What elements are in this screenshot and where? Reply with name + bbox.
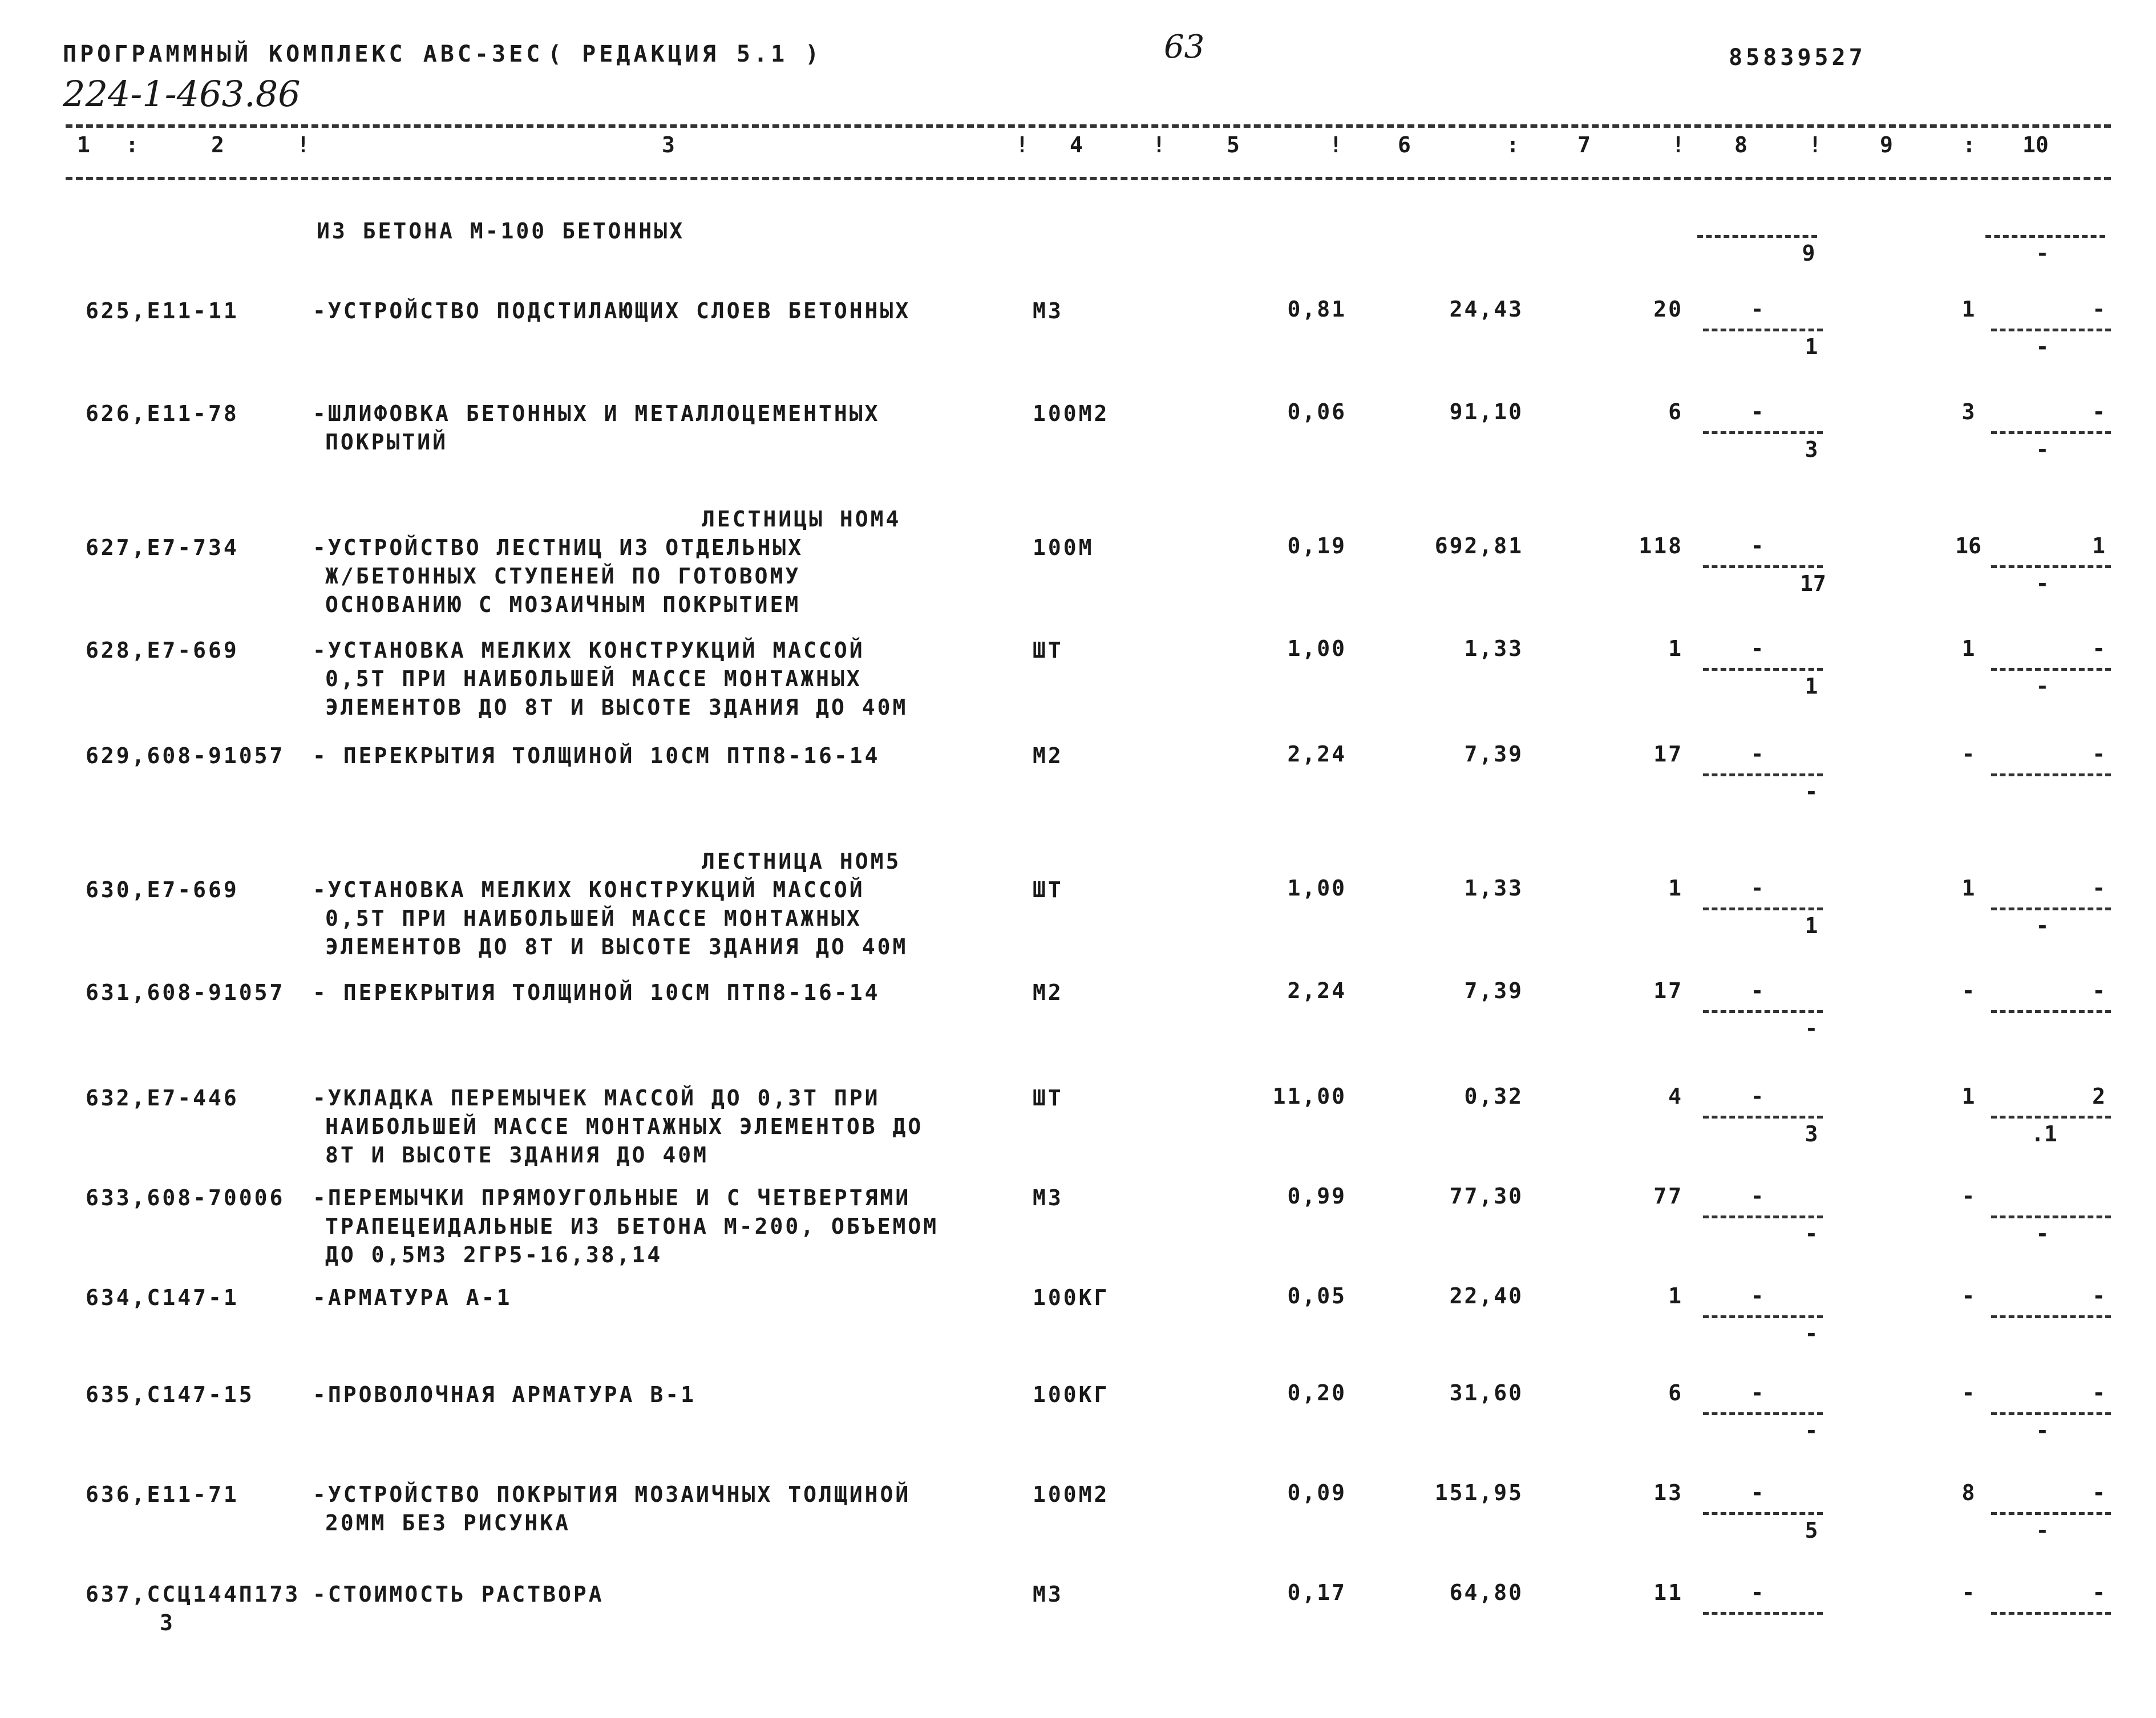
fraction-line xyxy=(1703,1215,1823,1218)
row-description-line: - ПЕРЕКРЫТИЯ ТОЛЩИНОЙ 10СМ ПТП8-16-14 xyxy=(313,980,880,1005)
fraction-line xyxy=(1703,1412,1823,1415)
row-code-continuation: 3 xyxy=(160,1610,175,1635)
row-description-line: -УСТРОЙСТВО ПОКРЫТИЯ МОЗАИЧНЫХ ТОЛЩИНОЙ xyxy=(313,1482,911,1507)
row-quantity: 0,99 xyxy=(1287,1184,1346,1209)
section-continuation: ИЗ БЕТОНА М-100 БЕТОННЫХ xyxy=(317,218,685,244)
row-total: 6 xyxy=(1668,399,1683,424)
row-total: 77 xyxy=(1653,1184,1683,1209)
handwritten-reference: 224-1-463.86 xyxy=(63,73,301,115)
col-header-3: 3 xyxy=(662,132,675,157)
row-code: 629,608-91057 xyxy=(86,743,285,768)
row-description-line: ТРАПЕЦЕИДАЛЬНЫЕ ИЗ БЕТОНА М-200, ОБЪЕМОМ xyxy=(325,1214,939,1239)
row-unit: 100КГ xyxy=(1033,1285,1110,1310)
row-unit: 100М2 xyxy=(1033,1482,1110,1507)
row-unit: 100КГ xyxy=(1033,1382,1110,1407)
col10-top: - xyxy=(2092,742,2105,767)
col9-value: 8 xyxy=(1961,1480,1975,1505)
header-rule-bottom xyxy=(66,177,2111,180)
row-price: 22,40 xyxy=(1449,1283,1523,1308)
col8-bottom: 9 xyxy=(1802,241,1815,266)
section-heading: ЛЕСТНИЦЫ НОМ4 xyxy=(702,507,901,532)
row-code: 625,Е11-11 xyxy=(86,298,239,323)
fraction-line xyxy=(1703,565,1823,568)
row-description-line: 8Т И ВЫСОТЕ ЗДАНИЯ ДО 40М xyxy=(325,1142,709,1168)
col8-top: - xyxy=(1750,399,1764,424)
col8-bottom: 1 xyxy=(1805,674,1818,699)
col-header-6: 6 xyxy=(1398,132,1411,157)
fraction-line xyxy=(1697,235,1817,238)
row-total: 4 xyxy=(1668,1084,1683,1109)
row-unit: М3 xyxy=(1033,298,1063,323)
col-header-7: 7 xyxy=(1577,132,1591,157)
fraction-line xyxy=(1703,1116,1823,1119)
row-code: 635,С147-15 xyxy=(86,1382,254,1407)
fraction-line xyxy=(1703,907,1823,910)
col10-bottom: - xyxy=(2036,913,2049,938)
col10-bottom: - xyxy=(2036,241,2049,266)
col9-value: - xyxy=(1961,742,1975,767)
row-code: 636,Е11-71 xyxy=(86,1482,239,1507)
header-rule-top xyxy=(66,124,2111,128)
program-title: ПРОГРАММНЫЙ КОМПЛЕКС АВС-3ЕС xyxy=(63,41,544,67)
row-description-line: -АРМАТУРА А-1 xyxy=(313,1285,512,1310)
row-unit: ШТ xyxy=(1033,1085,1063,1111)
row-description-line: 0,5Т ПРИ НАИБОЛЬШЕЙ МАССЕ МОНТАЖНЫХ xyxy=(325,666,862,691)
row-description-line: - ПЕРЕКРЫТИЯ ТОЛЩИНОЙ 10СМ ПТП8-16-14 xyxy=(313,743,880,768)
row-description-line: -УКЛАДКА ПЕРЕМЫЧЕК МАССОЙ ДО 0,3Т ПРИ xyxy=(313,1085,880,1111)
row-unit: ШТ xyxy=(1033,877,1063,902)
col-separator: ! xyxy=(1016,132,1029,157)
row-quantity: 1,00 xyxy=(1287,636,1346,661)
row-description-line: -УСТРОЙСТВО ПОДСТИЛАЮЩИХ СЛОЕВ БЕТОННЫХ xyxy=(313,298,911,323)
fraction-line xyxy=(1991,1116,2111,1119)
row-code: 631,608-91057 xyxy=(86,980,285,1005)
row-quantity: 0,20 xyxy=(1287,1380,1346,1405)
row-description-line: -УСТАНОВКА МЕЛКИХ КОНСТРУКЦИЙ МАССОЙ xyxy=(313,638,865,663)
row-price: 1,33 xyxy=(1464,876,1523,901)
row-price: 77,30 xyxy=(1449,1184,1523,1209)
fraction-line xyxy=(1991,1315,2111,1318)
col10-bottom: - xyxy=(2036,437,2049,462)
row-unit: М2 xyxy=(1033,980,1063,1005)
row-unit: М3 xyxy=(1033,1185,1063,1210)
col10-top: - xyxy=(2092,876,2105,901)
row-price: 1,33 xyxy=(1464,636,1523,661)
col10-top: - xyxy=(2092,1580,2105,1605)
col8-top: - xyxy=(1750,533,1764,558)
col8-bottom: 3 xyxy=(1805,437,1818,462)
fraction-line xyxy=(1991,431,2111,434)
row-description-line: НАИБОЛЬШЕЙ МАССЕ МОНТАЖНЫХ ЭЛЕМЕНТОВ ДО xyxy=(325,1114,924,1139)
row-total: 17 xyxy=(1653,742,1683,767)
col8-bottom: - xyxy=(1805,1418,1818,1443)
row-description-line: 20ММ БЕЗ РИСУНКА xyxy=(325,1510,571,1535)
fraction-line xyxy=(1991,1412,2111,1415)
row-price: 692,81 xyxy=(1434,533,1523,558)
document-id: 85839527 xyxy=(1729,44,1866,71)
row-total: 20 xyxy=(1653,297,1683,322)
col8-bottom: - xyxy=(1805,779,1818,804)
row-total: 1 xyxy=(1668,876,1683,901)
col8-top: - xyxy=(1750,1283,1764,1308)
col-header-5: 5 xyxy=(1227,132,1240,157)
col8-top: - xyxy=(1750,1380,1764,1405)
row-total: 11 xyxy=(1653,1580,1683,1605)
col10-top: 1 xyxy=(2092,533,2105,558)
fraction-line xyxy=(1991,1010,2111,1013)
col10-bottom: - xyxy=(2036,1221,2049,1246)
row-code: 628,Е7-669 xyxy=(86,638,239,663)
fraction-line xyxy=(1703,1010,1823,1013)
row-quantity: 0,09 xyxy=(1287,1480,1346,1505)
fraction-line xyxy=(1703,773,1823,776)
fraction-line xyxy=(1703,329,1823,331)
row-quantity: 11,00 xyxy=(1272,1084,1346,1109)
col9-value: 3 xyxy=(1961,399,1975,424)
row-description-line: Ж/БЕТОННЫХ СТУПЕНЕЙ ПО ГОТОВОМУ xyxy=(325,564,801,589)
row-code: 637,ССЦ144П173 xyxy=(86,1582,301,1607)
row-price: 151,95 xyxy=(1434,1480,1523,1505)
fraction-line xyxy=(1991,1612,2111,1615)
fraction-line xyxy=(1703,1512,1823,1515)
row-quantity: 2,24 xyxy=(1287,742,1346,767)
row-unit: ШТ xyxy=(1033,638,1063,663)
row-code: 626,Е11-78 xyxy=(86,401,239,426)
col10-bottom: - xyxy=(2036,1518,2049,1543)
row-quantity: 0,06 xyxy=(1287,399,1346,424)
row-code: 633,608-70006 xyxy=(86,1185,285,1210)
col10-top: - xyxy=(2092,1380,2105,1405)
row-description-line: ЭЛЕМЕНТОВ ДО 8Т И ВЫСОТЕ ЗДАНИЯ ДО 40М xyxy=(325,695,908,720)
col8-top: - xyxy=(1750,1580,1764,1605)
row-total: 1 xyxy=(1668,1283,1683,1308)
col9-value: - xyxy=(1961,1380,1975,1405)
row-price: 64,80 xyxy=(1449,1580,1523,1605)
col-separator: ! xyxy=(1329,132,1342,157)
row-quantity: 0,81 xyxy=(1287,297,1346,322)
row-description-line: 0,5Т ПРИ НАИБОЛЬШЕЙ МАССЕ МОНТАЖНЫХ xyxy=(325,906,862,931)
col8-bottom: 1 xyxy=(1805,334,1818,359)
col-separator: ! xyxy=(1152,132,1166,157)
col8-bottom: 1 xyxy=(1805,913,1818,938)
row-price: 31,60 xyxy=(1449,1380,1523,1405)
fraction-line xyxy=(1703,1612,1823,1615)
fraction-line xyxy=(1991,1215,2111,1218)
fraction-line xyxy=(1991,565,2111,568)
row-description-line: -УСТРОЙСТВО ЛЕСТНИЦ ИЗ ОТДЕЛЬНЫХ xyxy=(313,535,804,560)
row-code: 630,Е7-669 xyxy=(86,877,239,902)
col-header-10: 10 xyxy=(2022,132,2049,157)
row-quantity: 0,17 xyxy=(1287,1580,1346,1605)
fraction-line xyxy=(1991,329,2111,331)
row-unit: 100М2 xyxy=(1033,401,1110,426)
row-description-line: -ПЕРЕМЫЧКИ ПРЯМОУГОЛЬНЫЕ И С ЧЕТВЕРТЯМИ xyxy=(313,1185,911,1210)
col8-bottom: 5 xyxy=(1805,1518,1818,1543)
col8-bottom: - xyxy=(1805,1221,1818,1246)
row-total: 6 xyxy=(1668,1380,1683,1405)
row-quantity: 2,24 xyxy=(1287,978,1346,1003)
row-quantity: 0,05 xyxy=(1287,1283,1346,1308)
row-unit: 100М xyxy=(1033,535,1094,560)
fraction-line xyxy=(1991,907,2111,910)
fraction-line xyxy=(1985,235,2105,238)
col-separator: : xyxy=(1963,132,1976,157)
fraction-line xyxy=(1703,1315,1823,1318)
fraction-line xyxy=(1991,1512,2111,1515)
row-price: 24,43 xyxy=(1449,297,1523,322)
row-price: 0,32 xyxy=(1464,1084,1523,1109)
col-separator: : xyxy=(1506,132,1519,157)
col-header-9: 9 xyxy=(1880,132,1893,157)
col-header-2: 2 xyxy=(211,132,224,157)
col10-top: - xyxy=(2092,978,2105,1003)
col10-bottom: - xyxy=(2036,571,2049,596)
col9-value: - xyxy=(1961,978,1975,1003)
col10-top: 2 xyxy=(2092,1084,2105,1109)
col-separator: ! xyxy=(1672,132,1685,157)
col8-top: - xyxy=(1750,636,1764,661)
col10-top: - xyxy=(2092,297,2105,322)
row-quantity: 0,19 xyxy=(1287,533,1346,558)
fraction-line xyxy=(1703,431,1823,434)
col10-bottom: - xyxy=(2036,334,2049,359)
fraction-line xyxy=(1991,668,2111,671)
col9-value: 1 xyxy=(1961,1084,1975,1109)
row-unit: М3 xyxy=(1033,1582,1063,1607)
row-price: 7,39 xyxy=(1464,742,1523,767)
row-description-line: ДО 0,5М3 2ГР5-16,38,14 xyxy=(325,1242,663,1267)
col9-value: 1 xyxy=(1961,297,1975,322)
col10-top: - xyxy=(2092,1283,2105,1308)
col-header-8: 8 xyxy=(1734,132,1748,157)
col8-bottom: 17 xyxy=(1800,571,1826,596)
col9-value: 16 xyxy=(1955,533,1981,558)
col8-bottom: - xyxy=(1805,1321,1818,1346)
row-unit: М2 xyxy=(1033,743,1063,768)
col10-top: - xyxy=(2092,636,2105,661)
section-heading: ЛЕСТНИЦА НОМ5 xyxy=(702,849,901,874)
col10-top: - xyxy=(2092,1480,2105,1505)
col10-bottom: .1 xyxy=(2031,1121,2057,1146)
fraction-line xyxy=(1703,668,1823,671)
col9-value: - xyxy=(1961,1184,1975,1209)
col-separator: ! xyxy=(1809,132,1822,157)
col8-bottom: - xyxy=(1805,1016,1818,1041)
col8-bottom: 3 xyxy=(1805,1121,1818,1146)
col-header-4: 4 xyxy=(1070,132,1083,157)
col10-top: - xyxy=(2092,399,2105,424)
col9-value: 1 xyxy=(1961,876,1975,901)
col-separator: ! xyxy=(297,132,310,157)
row-description-line: ЭЛЕМЕНТОВ ДО 8Т И ВЫСОТЕ ЗДАНИЯ ДО 40М xyxy=(325,934,908,959)
col9-value: - xyxy=(1961,1283,1975,1308)
row-price: 7,39 xyxy=(1464,978,1523,1003)
fraction-line xyxy=(1991,773,2111,776)
row-code: 632,Е7-446 xyxy=(86,1085,239,1111)
col-separator: : xyxy=(126,132,139,157)
edition-label: ( РЕДАКЦИЯ 5.1 ) xyxy=(548,41,823,67)
row-total: 118 xyxy=(1639,533,1683,558)
col8-top: - xyxy=(1750,1184,1764,1209)
col8-top: - xyxy=(1750,876,1764,901)
col8-top: - xyxy=(1750,1084,1764,1109)
row-total: 13 xyxy=(1653,1480,1683,1505)
col10-bottom: - xyxy=(2036,674,2049,699)
row-total: 1 xyxy=(1668,636,1683,661)
col9-value: 1 xyxy=(1961,636,1975,661)
row-code: 634,С147-1 xyxy=(86,1285,239,1310)
row-quantity: 1,00 xyxy=(1287,876,1346,901)
col8-top: - xyxy=(1750,297,1764,322)
row-description-line: -ПРОВОЛОЧНАЯ АРМАТУРА В-1 xyxy=(313,1382,696,1407)
row-description-line: -ШЛИФОВКА БЕТОННЫХ И МЕТАЛЛОЦЕМЕНТНЫХ xyxy=(313,401,880,426)
row-description-line: ПОКРЫТИЙ xyxy=(325,430,448,455)
row-description-line: -УСТАНОВКА МЕЛКИХ КОНСТРУКЦИЙ МАССОЙ xyxy=(313,877,865,902)
col10-bottom: - xyxy=(2036,1418,2049,1443)
row-description-line: ОСНОВАНИЮ С МОЗАИЧНЫМ ПОКРЫТИЕМ xyxy=(325,592,801,617)
col-header-1: 1 xyxy=(77,132,90,157)
col8-top: - xyxy=(1750,1480,1764,1505)
row-description-line: -СТОИМОСТЬ РАСТВОРА xyxy=(313,1582,604,1607)
col8-top: - xyxy=(1750,742,1764,767)
col8-top: - xyxy=(1750,978,1764,1003)
row-total: 17 xyxy=(1653,978,1683,1003)
col9-value: - xyxy=(1961,1580,1975,1605)
row-code: 627,Е7-734 xyxy=(86,535,239,560)
row-price: 91,10 xyxy=(1449,399,1523,424)
page-number: 63 xyxy=(1164,29,1205,66)
